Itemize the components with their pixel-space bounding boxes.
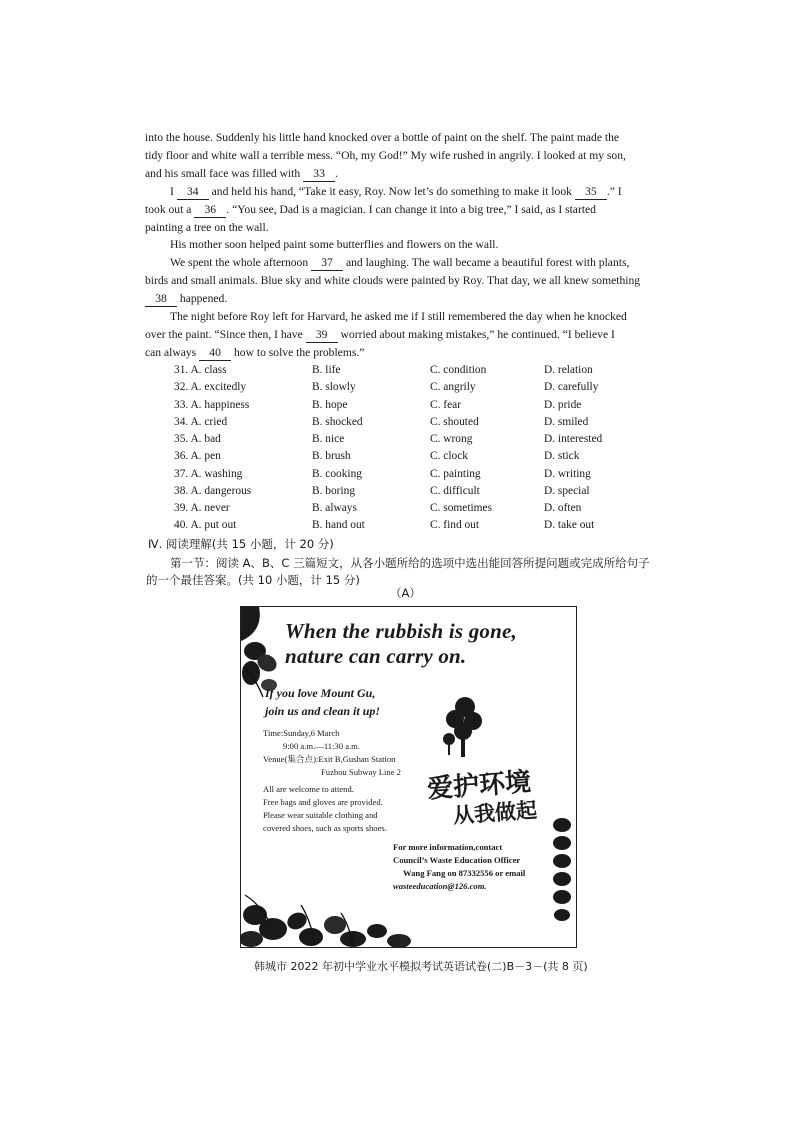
option-choice: B. slowly [312, 381, 356, 393]
blank-34: 34 [177, 185, 209, 200]
option-choice: B. life [312, 364, 341, 376]
event-venue: Venue(集合点):Exit B,Gushan Station [263, 754, 396, 764]
option-choice: D. interested [544, 433, 603, 445]
passage-line: tidy floor and white wall a terrible mess. “Oh, my God!” My wife rushed in angrily. I looked at my son, [145, 149, 626, 162]
option-choice: B. hope [312, 399, 348, 411]
option-choice: C. condition [430, 364, 487, 376]
option-choice: C. angrily [430, 381, 476, 393]
contact-email: wasteeducation@126.com. [393, 881, 487, 891]
passage-line: birds and small animals. Blue sky and white clouds were painted by Roy. That day, we all knew something [145, 274, 641, 287]
option-choice: C. painting [430, 468, 481, 480]
event-venue-line: Fuzhou Subway Line 2 [321, 767, 401, 777]
option-choice: D. often [544, 502, 582, 514]
tree-icon [439, 695, 489, 759]
poster-subtitle: If you love Mount Gu, [265, 686, 376, 700]
option-choice: 38. A. dangerous [174, 485, 252, 497]
blank-40: 40 [199, 346, 231, 361]
option-choice: B. boring [312, 485, 356, 497]
passage-line: into the house. Suddenly his little hand knocked over a bottle of paint on the shelf. The paint made the [145, 131, 620, 144]
poster-note: Free bags and gloves are provided. [263, 797, 383, 807]
foliage-decoration-icon [241, 885, 421, 947]
option-choice: D. special [544, 485, 590, 497]
option-choice: C. difficult [430, 485, 480, 497]
poster-headline: nature can carry on. [285, 644, 467, 668]
option-choice: C. shouted [430, 416, 479, 428]
chinese-slogan: 爱护环境 [426, 767, 533, 805]
page-footer: 韩城市 2022 年初中学业水平模拟考试英语试卷(二)B－3－(共 8 页) [254, 960, 588, 973]
option-choice: D. pride [544, 399, 582, 411]
option-choice: 36. A. pen [174, 450, 221, 462]
option-choice: B. shocked [312, 416, 363, 428]
blank-38: 38 [145, 292, 177, 307]
passage-line: We spent the whole afternoon 37 and laughing. The wall became a beautiful forest with plants, [170, 256, 630, 269]
passage-label: （A） [390, 586, 421, 600]
chinese-slogan: 从我做起 [452, 798, 538, 828]
option-choice: C. find out [430, 519, 480, 531]
section-instruction: 第一节：阅读 A、B、C 三篇短文，从各小题所给的选项中选出能回答所提问题或完成所给句子 [170, 556, 650, 570]
option-choice: 40. A. put out [174, 519, 237, 531]
option-choice: B. always [312, 502, 357, 514]
option-choice: B. nice [312, 433, 345, 445]
option-choice: D. stick [544, 450, 580, 462]
option-choice: C. clock [430, 450, 468, 462]
option-choice: B. brush [312, 450, 351, 462]
option-choice: B. cooking [312, 468, 362, 480]
poster-headline: When the rubbish is gone, [285, 619, 517, 643]
blank-37: 37 [311, 256, 343, 271]
event-time: Time:Sunday,6 March [263, 728, 340, 738]
option-choice: D. smiled [544, 416, 589, 428]
passage-line: His mother soon helped paint some butterflies and flowers on the wall. [170, 238, 499, 251]
passage-line: painting a tree on the wall. [145, 221, 269, 234]
option-choice: D. take out [544, 519, 595, 531]
option-choice: 34. A. cried [174, 416, 228, 428]
option-choice: B. hand out [312, 519, 365, 531]
passage-line: 38 happened. [145, 292, 227, 307]
option-choice: 33. A. happiness [174, 399, 250, 411]
passage-line: I 34 and held his hand, “Take it easy, Roy. Now let’s do something to make it look 35 .” I [170, 185, 622, 198]
section-instruction: 的一个最佳答案。(共 10 小题，计 15 分) [146, 573, 360, 587]
poster-note: All are welcome to attend. [263, 784, 354, 794]
blank-36: 36 [194, 203, 226, 218]
passage-line: The night before Roy left for Harvard, he asked me if I still remembered the day when he knocked [170, 310, 627, 323]
passage-line: and his small face was filled with 33 . [145, 167, 338, 180]
poster-note: covered shoes, such as sports shoes. [263, 823, 387, 833]
event-time-range: 9:00 a.m.—11:30 a.m. [283, 741, 361, 751]
passage-line: can always 40 how to solve the problems.” [145, 346, 365, 359]
passage-line: took out a 36 . “You see, Dad is a magician. I can change it into a big tree,” I said, as I started [145, 203, 596, 216]
passage-line: over the paint. “Since then, I have 39 worried about making mistakes,” he continued. “I believe I [145, 328, 615, 341]
dots-decoration-icon [551, 817, 573, 933]
poster-subtitle: join us and clean it up! [265, 704, 381, 718]
blank-39: 39 [306, 328, 338, 343]
section-title: Ⅳ. 阅读理解(共 15 小题，计 20 分) [148, 537, 334, 551]
poster-note: Please wear suitable clothing and [263, 810, 378, 820]
option-choice: C. sometimes [430, 502, 493, 514]
option-choice: C. fear [430, 399, 461, 411]
option-choice: C. wrong [430, 433, 473, 445]
option-choice: 31. A. class [174, 364, 227, 376]
option-choice: D. relation [544, 364, 593, 376]
option-choice: 37. A. washing [174, 468, 243, 480]
contact-info: Council’s Waste Education Officer [393, 855, 521, 865]
blank-35: 35 [575, 185, 607, 200]
option-choice: 32. A. excitedly [174, 381, 247, 393]
contact-info: Wang Fang on 87332556 or email [403, 868, 526, 878]
option-choice: 39. A. never [174, 502, 230, 514]
contact-info: For more information,contact [393, 842, 503, 852]
blank-33: 33 [303, 167, 335, 182]
option-choice: D. writing [544, 468, 591, 480]
cleanup-poster [240, 606, 577, 948]
option-choice: 35. A. bad [174, 433, 221, 445]
option-choice: D. carefully [544, 381, 599, 393]
